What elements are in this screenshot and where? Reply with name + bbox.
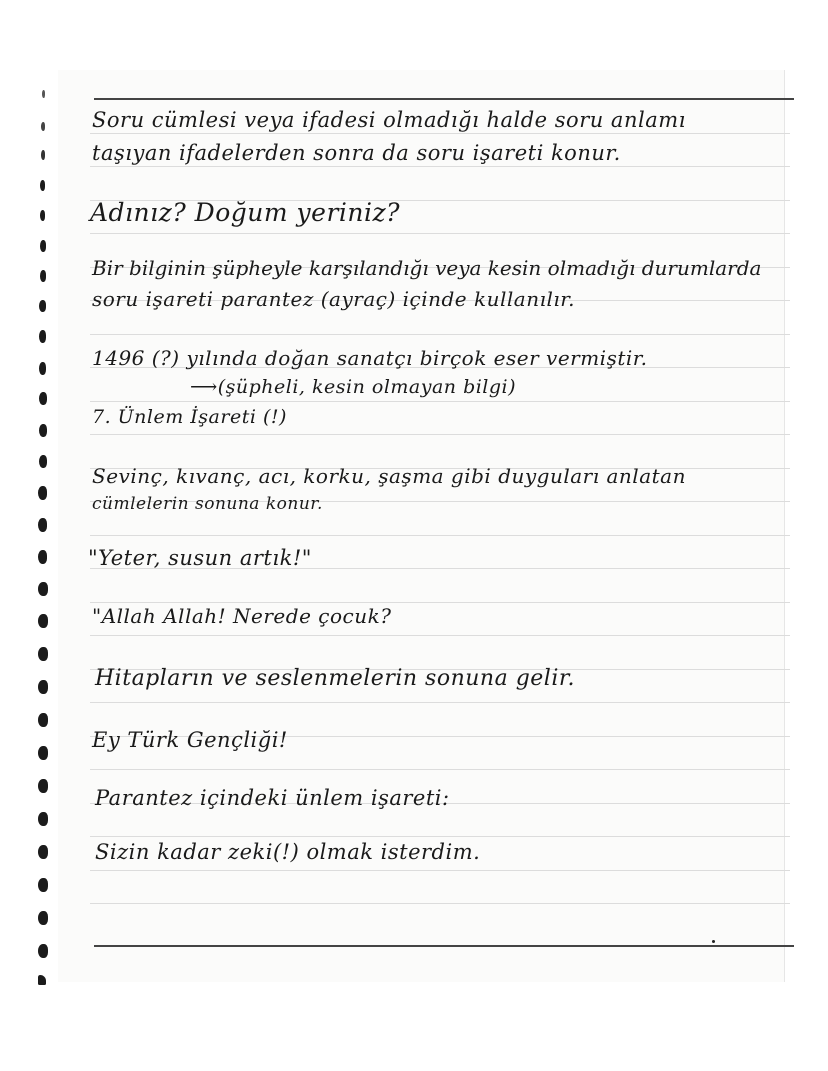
binder-hole <box>39 455 47 468</box>
page-bottom-rule <box>94 945 794 947</box>
ruled-line <box>90 535 790 536</box>
binder-hole <box>38 878 48 892</box>
binder-hole <box>40 210 45 221</box>
binder-hole <box>38 845 48 859</box>
note-line: Adınız? Doğum yeriniz? <box>90 198 401 227</box>
binder-hole <box>38 911 48 925</box>
note-line: Parantez içindeki ünlem işareti: <box>95 786 450 810</box>
binder-hole <box>38 486 47 500</box>
binder-hole <box>38 713 48 727</box>
ink-dot <box>712 940 715 943</box>
note-line: Soru cümlesi veya ifadesi olmadığı halde soru anlamı <box>92 108 686 132</box>
ruled-line <box>90 233 790 234</box>
binder-hole <box>38 582 48 596</box>
binder-hole <box>40 240 46 252</box>
ruled-line <box>90 434 790 435</box>
binder-hole <box>40 270 46 282</box>
binder-hole <box>38 614 48 628</box>
binder-hole <box>38 680 48 694</box>
note-line: taşıyan ifadelerden sonra da soru işareti konur. <box>92 141 621 165</box>
binder-hole <box>42 90 45 98</box>
binder-hole <box>39 362 46 375</box>
binder-hole <box>38 812 48 826</box>
note-line: "Yeter, susun artık!" <box>88 546 312 570</box>
ruled-line <box>90 903 790 904</box>
note-line: "Allah Allah! Nerede çocuk? <box>92 604 392 628</box>
binder-hole <box>39 392 47 405</box>
note-line: Ey Türk Gençliği! <box>92 728 288 752</box>
section-heading: 7. Ünlem İşareti (!) <box>92 406 287 428</box>
page-top-rule <box>94 98 794 100</box>
binder-hole <box>38 647 48 661</box>
note-line: 1496 (?) yılında doğan sanatçı birçok eser vermiştir. <box>92 346 648 370</box>
binder-holes <box>0 0 60 1071</box>
binder-hole <box>38 975 46 985</box>
note-line: Bir bilginin şüpheyle karşılandığı veya kesin olmadığı durumlarda <box>92 256 762 280</box>
note-line: soru işareti parantez (ayraç) içinde kullanılır. <box>92 287 575 311</box>
note-line: ⟶(şüpheli, kesin olmayan bilgi) <box>190 376 517 398</box>
ruled-line <box>90 836 790 837</box>
binder-hole <box>39 424 47 437</box>
note-line: Sizin kadar zeki(!) olmak isterdim. <box>95 840 481 864</box>
binder-hole <box>41 122 45 131</box>
ruled-line <box>90 334 790 335</box>
binder-hole <box>40 180 45 191</box>
ruled-line <box>90 133 790 134</box>
note-line: cümlelerin sonuna konur. <box>92 494 323 514</box>
ruled-line <box>90 602 790 603</box>
ruled-line <box>90 401 790 402</box>
ruled-line <box>90 702 790 703</box>
ruled-line <box>90 166 790 167</box>
binder-hole <box>38 944 48 958</box>
binder-hole <box>38 779 48 793</box>
binder-hole <box>38 518 47 532</box>
binder-hole <box>38 746 48 760</box>
note-line: Sevinç, kıvanç, acı, korku, şaşma gibi duyguları anlatan <box>92 464 686 488</box>
note-line: Hitapların ve seslenmelerin sonuna gelir. <box>95 666 575 691</box>
binder-hole <box>39 330 46 343</box>
ruled-line <box>90 635 790 636</box>
binder-hole <box>38 550 47 564</box>
ruled-line <box>90 870 790 871</box>
binder-hole <box>39 300 46 312</box>
ruled-line <box>90 769 790 770</box>
binder-hole <box>41 150 45 160</box>
